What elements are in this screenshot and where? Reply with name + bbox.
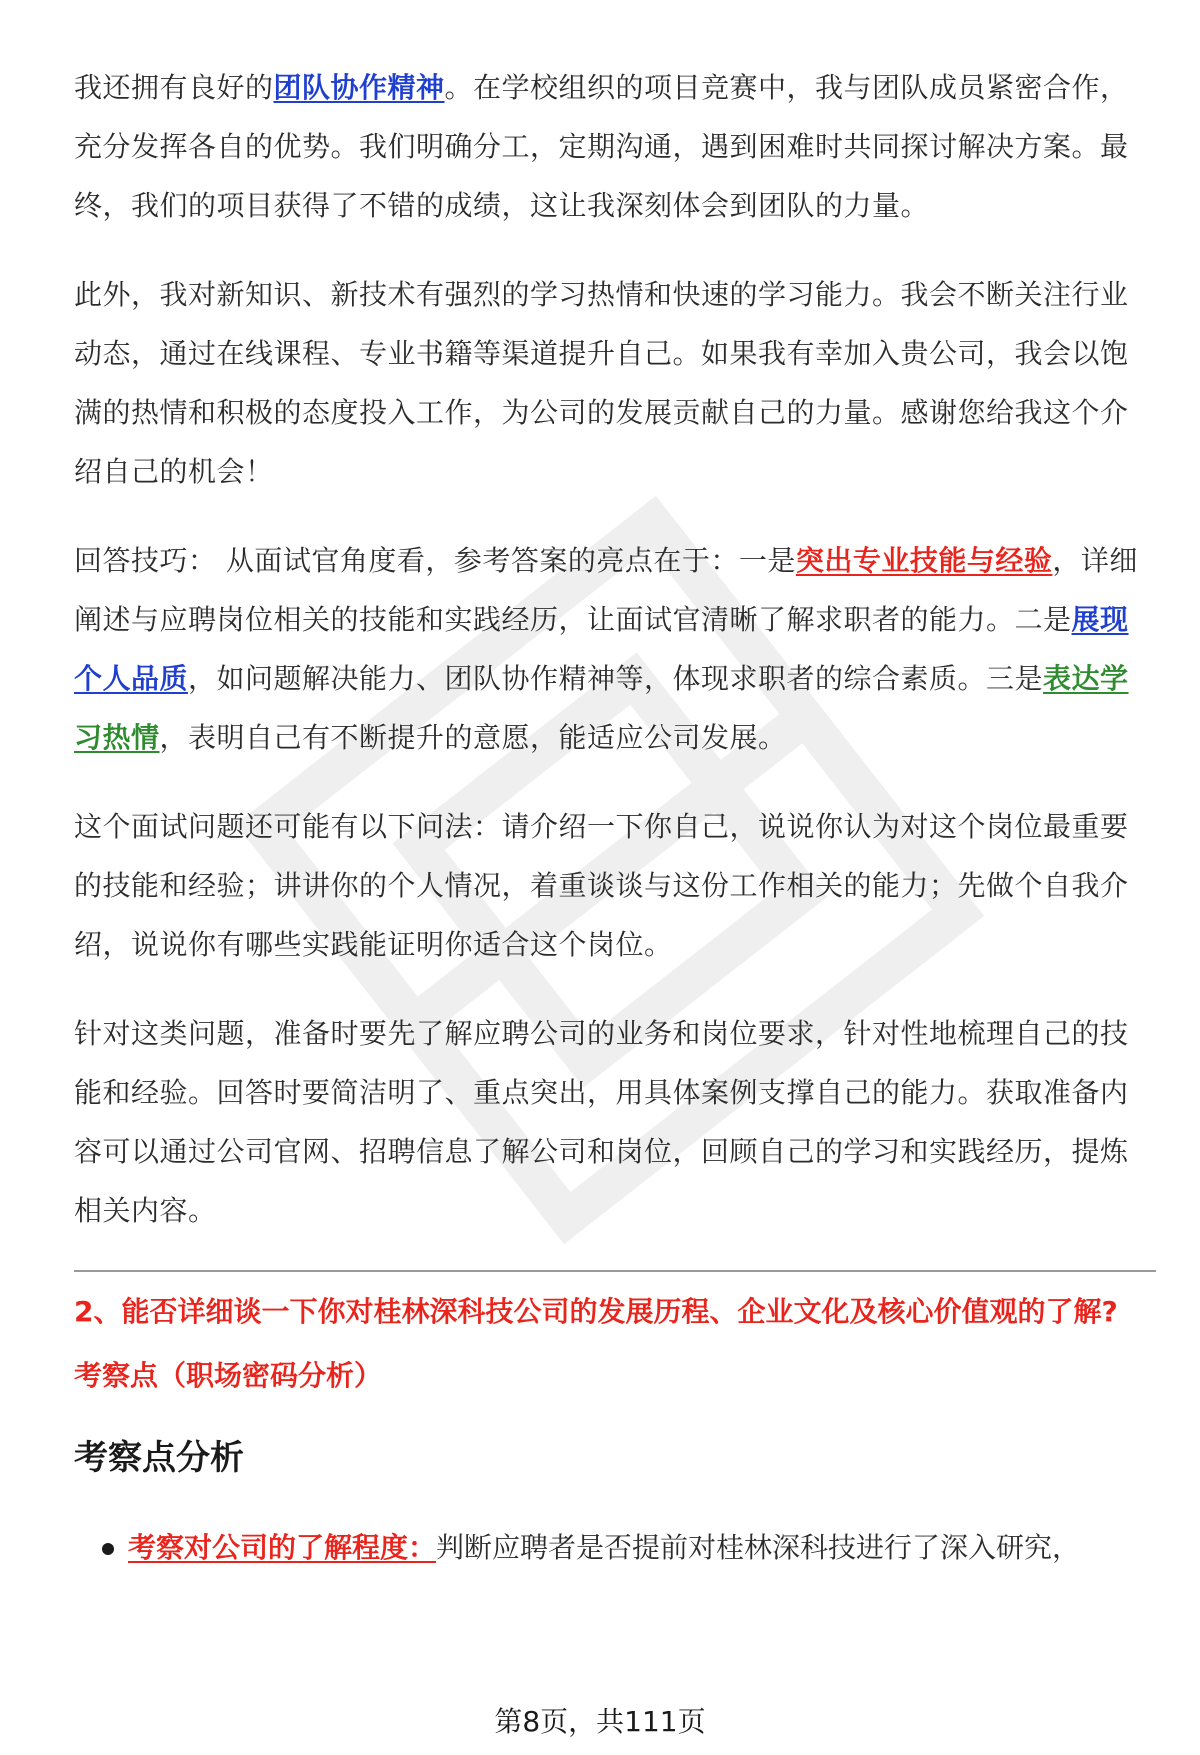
list-item (102, 1526, 1156, 1570)
highlight-learning: 表达学习热情 (74, 662, 1129, 754)
text-span: ，详细阐述与应聘岗位相关的技能和实践经历，让面试官清晰了解求职者的能力。二是 (74, 544, 1138, 636)
bullet-dot-icon (102, 1543, 114, 1555)
text-span: 我还拥有良好的 (74, 71, 274, 104)
bullet-label: 考察对公司的了解程度： (128, 1531, 437, 1564)
document-page (74, 58, 1156, 1570)
text-span: 。在学校组织的项目竞赛中，我与团队成员紧密合作，充分发挥各自的优势。我们明确分工，定期沟通，遇到困难时共同探讨解决方案。最终，我们的项目获得了不错的成绩，这让我深刻体会到团队的力量。 (74, 71, 1129, 222)
bullet-text: 判断应聘者是否提前对桂林深科技进行了深入研究， (436, 1531, 1081, 1564)
highlight-qualities: 展现个人品质 (74, 603, 1129, 695)
paragraph-answer-tips (74, 531, 1156, 767)
paragraph-learning: 此外，我对新知识、新技术有强烈的学习热情和快速的学习能力。我会不断关注行业动态，通过在线课程、专业书籍等渠道提升自己。如果我有幸加入贵公司，我会以饱满的热情和积极的态度投入工作，为公司的发展贡献自己的力量。感谢您给我这个介绍自己的机会！ (74, 278, 1129, 488)
question-subtitle: 考察点（职场密码分析） (74, 1359, 383, 1392)
section-heading: 考察点分析 (74, 1438, 244, 1478)
page-footer: 第8页，共111页 (494, 1705, 706, 1738)
paragraph-teamwork (74, 58, 1156, 235)
highlight-teamwork: 团队协作精神 (273, 71, 445, 104)
text-span: ，表明自己有不断提升的意愿，能适应公司发展。 (159, 721, 787, 754)
paragraph-preparation: 针对这类问题，准备时要先了解应聘公司的业务和岗位要求，针对性地梳理自己的技能和经验。回答时要简洁明了、重点突出，用具体案例支撑自己的能力。获取准备内容可以通过公司官网、招聘信息了解公司和岗位，回顾自己的学习和实践经历，提炼相关内容。 (74, 1017, 1129, 1227)
paragraph-alt-questions: 这个面试问题还可能有以下问法：请介绍一下你自己，说说你认为对这个岗位最重要的技能和经验；讲讲你的个人情况，着重谈谈与这份工作相关的能力；先做个自我介绍，说说你有哪些实践能证明你适合这个岗位。 (74, 810, 1129, 961)
text-span: 回答技巧： 从面试官角度看，参考答案的亮点在于：一是 (74, 544, 796, 577)
text-span: ，如问题解决能力、团队协作精神等，体现求职者的综合素质。三是 (188, 662, 1044, 695)
question-title: 2、能否详细谈一下你对桂林深科技公司的发展历程、企业文化及核心价值观的了解? (74, 1295, 1118, 1328)
analysis-list (74, 1526, 1156, 1570)
section-divider (74, 1270, 1156, 1272)
highlight-skills: 突出专业技能与经验 (795, 544, 1053, 577)
